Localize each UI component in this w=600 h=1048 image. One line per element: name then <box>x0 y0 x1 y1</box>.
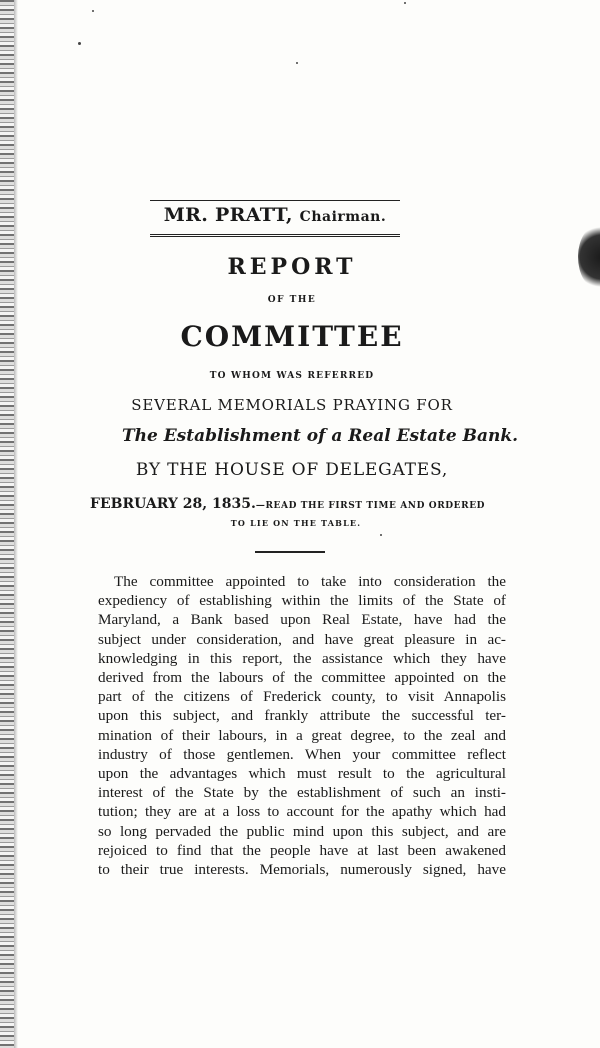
body-line: mination of their labours, in a great degree, to the zeal and <box>98 726 506 744</box>
edge-blot <box>578 225 600 289</box>
speck <box>296 62 298 64</box>
body-line: The committee appointed to take into consideration the <box>114 573 506 590</box>
body-line: derived from the labours of the committee appointed on the <box>98 669 506 687</box>
chairman-title: Chairman. <box>299 209 387 225</box>
body-line: upon the advantages which must result to the agricultural <box>98 765 506 783</box>
body-line: subject under consideration, and have great pleasure in ac- <box>98 630 506 648</box>
house-line: BY THE HOUSE OF DELEGATES, <box>135 460 449 480</box>
chairman-rule-bottom <box>150 234 400 237</box>
section-divider <box>255 551 325 553</box>
date-line <box>90 496 485 512</box>
of-the-label: OF THE <box>267 295 317 305</box>
body-line: knowledging in this report, the assistance which they have <box>98 649 506 667</box>
speck <box>404 2 406 4</box>
date-main: FEBRUARY 28, 1835. <box>90 496 256 512</box>
body-line: rejoiced to find that the people have at last been awakened <box>98 841 506 859</box>
speck <box>380 534 382 536</box>
committee-heading: COMMITTEE <box>180 320 404 353</box>
body-paragraph <box>98 572 506 879</box>
chairman-rule-top <box>150 200 400 201</box>
date-rest: —READ THE FIRST TIME AND ORDERED <box>255 501 486 511</box>
chairman-name: MR. PRATT, <box>163 204 293 226</box>
body-line: tution; they are at a loss to account for the apathy which had <box>98 803 506 821</box>
subject-title: The Establishment of a Real Estate Bank. <box>121 426 519 446</box>
report-heading: REPORT <box>227 254 357 280</box>
body-line: part of the citizens of Frederick county, to visit Annapolis <box>98 688 506 706</box>
body-line: industry of those gentlemen. When your committee reflect <box>98 745 506 763</box>
body-line: to their true interests. Memorials, numerously signed, have <box>98 861 506 879</box>
memorials-line: SEVERAL MEMORIALS PRAYING FOR <box>131 396 453 414</box>
to-whom-label: TO WHOM WAS REFERRED <box>209 371 375 381</box>
body-line: upon this subject, and frankly attribute the successful ter- <box>98 707 506 725</box>
body-line: expediency of establishing within the limits of the State of <box>98 592 506 610</box>
chairman-line <box>155 204 395 226</box>
body-line: interest of the State by the establishment of such an insti- <box>98 784 506 802</box>
body-line: so long pervaded the public mind upon this subject, and are <box>98 822 506 840</box>
date-line-continued: TO LIE ON THE TABLE. <box>230 518 362 528</box>
speck <box>92 10 94 12</box>
speck <box>78 42 81 45</box>
body-line: Maryland, a Bank based upon Real Estate, have had the <box>98 611 506 629</box>
